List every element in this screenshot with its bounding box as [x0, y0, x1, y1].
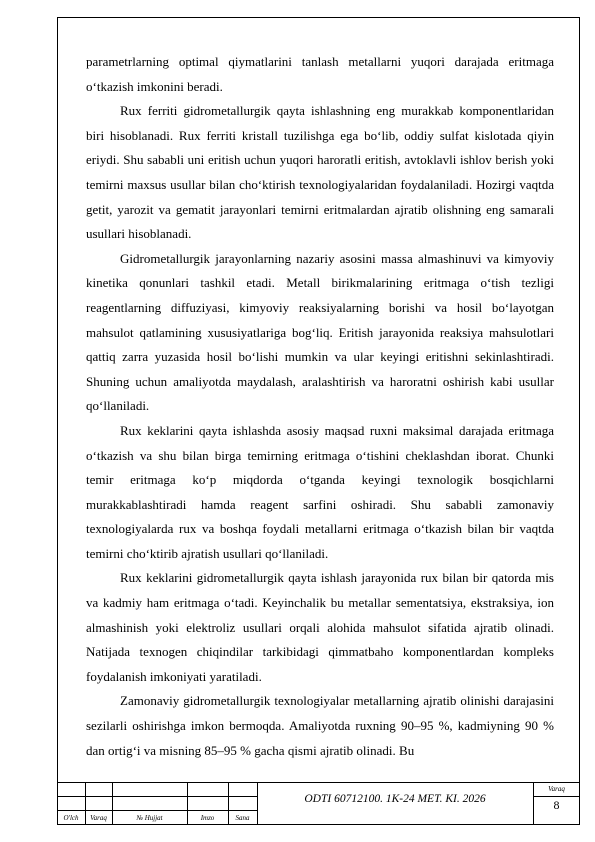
stamp-label-sana: Sana	[235, 814, 250, 822]
page-number: 8	[553, 798, 560, 812]
stamp-label-olch: O'lch	[63, 814, 79, 822]
stamp-label-hujjat: № Hujjat	[136, 814, 163, 822]
paragraph-2: Rux ferriti gidrometallurgik qayta ishlashning eng murakkab komponentlaridan biri hisoblanadi. Rux ferriti kristall tuzilishga ega boʻlib, oddiy sulfat kislotada qiyin eriydi. Shu sababli uni eritish uchun yuqori haroratli eritish, avtoklavli ishlov berish yoki temirni maxsus usullar bilan choʻktirish texnologiyalaridan foydalaniladi. Hozirgi vaqtda getit, yarozit va gematit jarayonlari temirni eritmalardan ajratib olishning eng samarali usullari hisoblanadi.	[86, 103, 554, 242]
paragraph-5: Rux keklarini gidrometallurgik qayta ishlash jarayonida rux bilan bir qatorda mis va kadmiy ham eritmaga oʻtadi. Keyinchalik bu metallar sementatsiya, ekstraksiya, ion almashinish yoki elektroliz usullari orqali alohida mahsulot sifatida ajratib olinadi. Natijada texnogen chiqindilar tarkibidagi qimmatbaho komponentlardan kompleks foydalanish imkoniyati yaratiladi.	[86, 570, 554, 684]
paragraph-1: parametrlarning optimal qiymatlarini tanlash metallarni yuqori darajada eritmaga oʻtkazish imkonini beradi.	[86, 54, 554, 94]
stamp-label-varaq: Varaq	[90, 814, 107, 822]
document-code: ODTI 60712100. 1K-24 MET. KI. 2026	[304, 793, 486, 805]
title-block	[57, 782, 580, 825]
paragraph-4: Rux keklarini qayta ishlashda asosiy maqsad ruxni maksimal darajada eritmaga oʻtkazish va shu bilan birga temirning eritmaga oʻtishini cheklashdan iborat. Chunki temir eritmaga koʻp miqdorda oʻtganda keyingi texnologik bosqichlarni murakkablashtiradi hamda reagent sarfini oshiradi. Shu sababli zamonaviy texnologiyalarda rux va boshqa foydali metallarni eritmaga oʻtkazish bilan bir vaqtda temirni choʻktirib ajratish usullari qoʻllaniladi.	[86, 422, 554, 561]
stamp-label-imzo: Imzo	[200, 814, 215, 822]
paragraph-3: Gidrometallurgik jarayonlarning nazariy asosini massa almashinuvi va kimyoviy kinetika qonunlari tashkil etadi. Metall birikmalarining eritmaga oʻtish tezligi reagentlarning diffuziyasi, kimyoviy reaksiyalarning borishi va hosil boʻlayotgan mahsulot qatlamining xususiyatlariga bogʻliq. Eritish jarayonida reaksiya mahsulotlari qattiq zarra yuzasida hosil boʻlishi mumkin va ular keyingi eritishni sekinlashtiradi. Shuning uchun amaliyotda maydalash, aralashtirish va haroratni oshirish kabi usullar qoʻllaniladi.	[86, 250, 554, 414]
body-text	[86, 50, 554, 763]
sheet-label: Varaq	[548, 785, 565, 793]
paragraph-6: Zamonaviy gidrometallurgik texnologiyalar metallarning ajratib olinishi darajasini sezilarli oshirishga imkon bermoqda. Amaliyotda ruxning 90–95 %, kadmiyning 90 % dan ortigʻi va misning 85–95 % gacha qismi ajratib olinadi. Bu	[86, 693, 554, 758]
